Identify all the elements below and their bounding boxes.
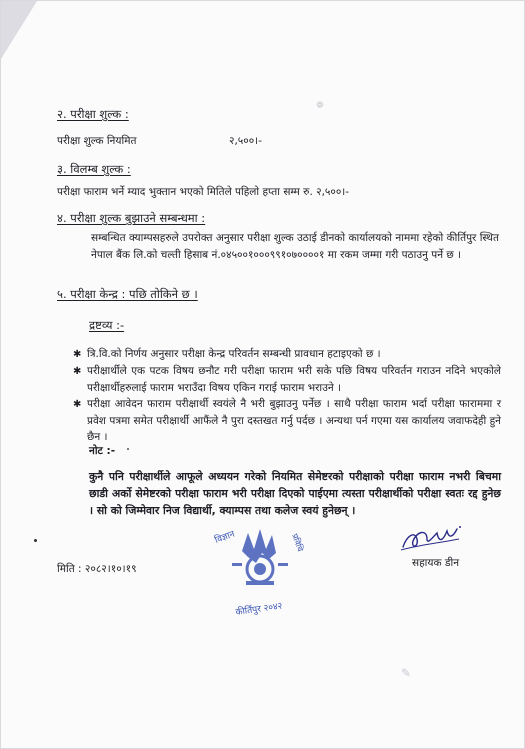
note-bullet-3: परीक्षा आवेदन फाराम परीक्षार्थी स्वयंले नै भरी बुझाउनु पर्नेछ । साथै परीक्षा फाराम भर्दा परीक्षा फाराममा र प्रवेश पत्रमा समेत परीक्षार्थी आफैंले नै पुरा दस्तखत गर्नु पर्दछ । अन्यथा पर्न गएमा यस कार्यालय जवाफदेही हुने छैन ।	[87, 398, 501, 443]
late-fee-text: परीक्षा फाराम भर्ने म्याद भुक्तान भएको मितिले पहिलो हप्ता सम्म रु. २,५००।-	[57, 186, 350, 198]
section-4-paragraph: सम्बन्धित क्याम्पसहरुले उपरोक्त अनुसार परीक्षा शुल्क उठाई डीनको कार्यालयको नाममा रहेको कीर्तिपुर स्थित नेपाल बैंक लि.को चल्ती हिसाब नं.०४५००१०००९९१०७००००१ मा रकम जम्मा गरी पठाउनु पर्ने छ ।	[91, 232, 499, 261]
section-2-heading	[57, 106, 129, 122]
issue-date: मिति : २०८२।१०।१९	[57, 563, 137, 575]
signatory-title: सहायक डीन	[412, 557, 460, 569]
university-seal-icon	[214, 523, 324, 623]
notes-title-text: द्रष्टव्य :-	[89, 318, 125, 332]
ink-dot	[34, 539, 37, 542]
seal-text-left: विज्ञान	[214, 529, 237, 546]
note-bullet-1: त्रि.वि.को निर्णय अनुसार परीक्षा केन्द्र परिवर्तन सम्बन्धी प्रावधान हटाइएको छ ।	[87, 348, 381, 360]
bullet-star-icon: ✱	[73, 366, 82, 377]
section-5-heading	[57, 286, 198, 302]
section-5-heading-text: ५. परीक्षा केन्द्र : पछि तोकिने छ ।	[57, 287, 198, 301]
section-3-heading	[57, 161, 131, 177]
section-3-heading-text: ३. विलम्ब शुल्क :	[57, 162, 131, 176]
fee-amount: २,५००।-	[229, 135, 262, 147]
bullet-star-icon: ✱	[73, 399, 82, 410]
folded-corner	[1, 1, 37, 59]
seal-text-right: प्रविधि	[290, 532, 305, 553]
bullet-star-icon: ✱	[73, 349, 82, 360]
bleed-through-mark: ❁	[316, 101, 324, 111]
seal-text-bottom: कीर्तिपुर २०४२	[235, 601, 284, 618]
fee-label: परीक्षा शुल्क नियमित	[57, 135, 137, 147]
ink-dot	[127, 448, 129, 450]
bleed-through-mark: ✎	[401, 666, 412, 680]
note-text: कुनै पनि परीक्षार्थीले आफूले अध्ययन गरेको नियमित सेमेष्टरको परीक्षाको परीक्षा फाराम नभरी बिचमा छाडी अर्को सेमेष्टरको परीक्षा फाराम भरी परीक्षा दिएको पाईएमा त्यस्ता परीक्षार्थीको परीक्षा स्वतः रद्द हुनेछ । सो को जिम्मेवार निज विद्यार्थी, क्याम्पस तथा कलेज स्वयं हुनेछन् ।	[89, 470, 501, 517]
note-bullet-2: परीक्षार्थीले एक पटक विषय छनौट गरी परीक्षा फाराम भरी सके पछि विषय परिवर्तन गराउन नदिने भएकोले परीक्षार्थीहरुलाई फाराम भराउँदा विषय एकिन गराई फाराम भराउने ।	[87, 365, 501, 394]
section-2-heading-text: २. परीक्षा शुल्क :	[57, 107, 129, 121]
note-title: नोट :-	[89, 445, 116, 457]
section-4-heading-text: ४. परीक्षा शुल्क बुझाउने सम्बन्धमा :	[57, 211, 206, 225]
section-4-heading	[57, 210, 205, 226]
notes-title	[89, 317, 124, 333]
signature-icon	[397, 521, 467, 555]
